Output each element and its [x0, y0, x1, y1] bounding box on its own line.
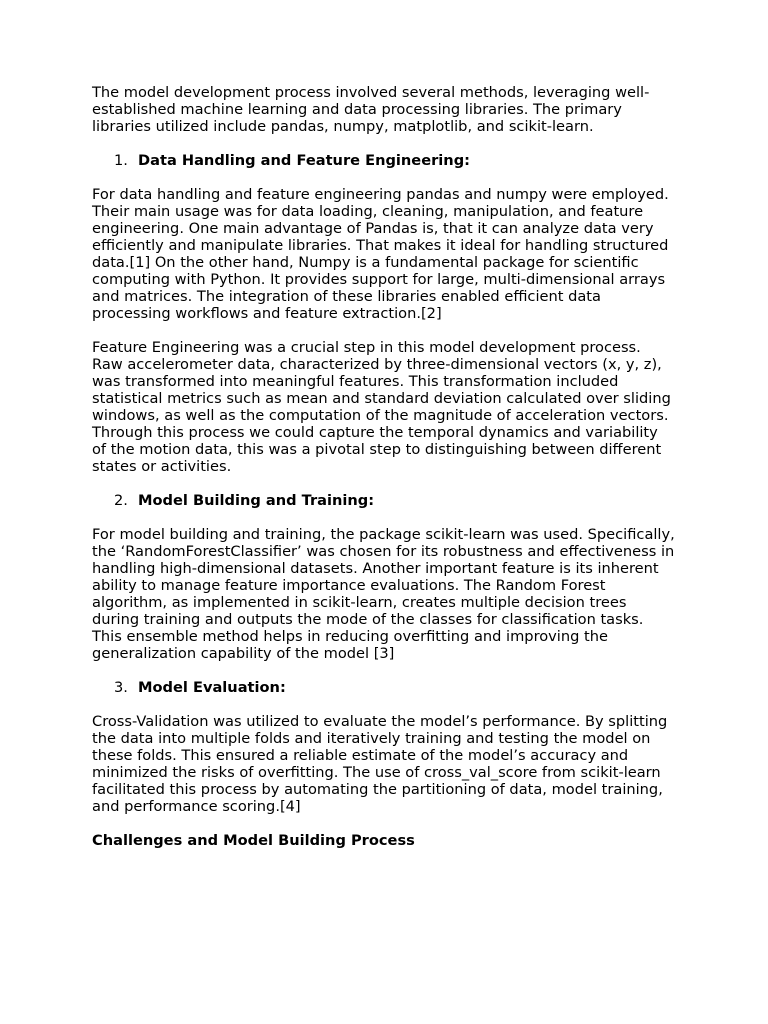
- section-1-paragraph-2: Feature Engineering was a crucial step in this model development process. Raw accelerometer data, characterized by three-dimensional vectors (x, y, z), was transformed into meaningful features. This transformation included statistical metrics such as mean and standard deviation calculated over sliding windows, as well as the computation of the magnitude of acceleration vectors. Through this process we could capture the temporal dynamics and variability of the motion data, this was a pivotal step to distinguishing between different states or activities.: [92, 339, 671, 475]
- section-1-title: Data Handling and Feature Engineering:: [138, 152, 470, 169]
- section-1-paragraph-1: For data handling and feature engineering pandas and numpy were employed. Their main usage was for data loading, cleaning, manipulation, and feature engineering. One main advantage of Pandas is, that it can analyze data very efficiently and manipulate libraries. That makes it ideal for handling structured data.[1] On the other hand, Numpy is a fundamental package for scientific computing with Python. It provides support for large, multi-dimensional arrays and matrices. The integration of these libraries enabled efficient data processing workflows and feature extraction.[2]: [92, 186, 669, 322]
- challenges-heading: Challenges and Model Building Process: [92, 832, 415, 849]
- section-1-heading: [92, 152, 676, 169]
- intro-paragraph: The model development process involved several methods, leveraging well-established machine learning and data processing libraries. The primary libraries utilized include pandas, numpy, matplotlib, and scikit-learn.: [92, 84, 650, 135]
- section-2-paragraph-1: For model building and training, the package scikit-learn was used. Specifically, the ‘RandomForestClassifier’ was chosen for its robustness and effectiveness in handling high-dimensional datasets. Another important feature is its inherent ability to manage feature importance evaluations. The Random Forest algorithm, as implemented in scikit-learn, creates multiple decision trees during training and outputs the mode of the classes for classification tasks. This ensemble method helps in reducing overfitting and improving the generalization capability of the model [3]: [92, 526, 675, 662]
- section-2-title: Model Building and Training:: [138, 492, 375, 509]
- section-2-heading: [92, 492, 676, 509]
- section-3-heading: [92, 679, 676, 696]
- section-3-paragraph-1: Cross-Validation was utilized to evaluate the model’s performance. By splitting the data into multiple folds and iteratively training and testing the model on these folds. This ensured a reliable estimate of the model’s accuracy and minimized the risks of overfitting. The use of cross_val_score from scikit-learn facilitated this process by automating the partitioning of data, model training, and performance scoring.[4]: [92, 713, 668, 815]
- section-3-number: 3.: [114, 679, 128, 696]
- document-page: [92, 84, 676, 849]
- section-1-number: 1.: [114, 152, 128, 169]
- section-3-title: Model Evaluation:: [138, 679, 286, 696]
- section-2-number: 2.: [114, 492, 128, 509]
